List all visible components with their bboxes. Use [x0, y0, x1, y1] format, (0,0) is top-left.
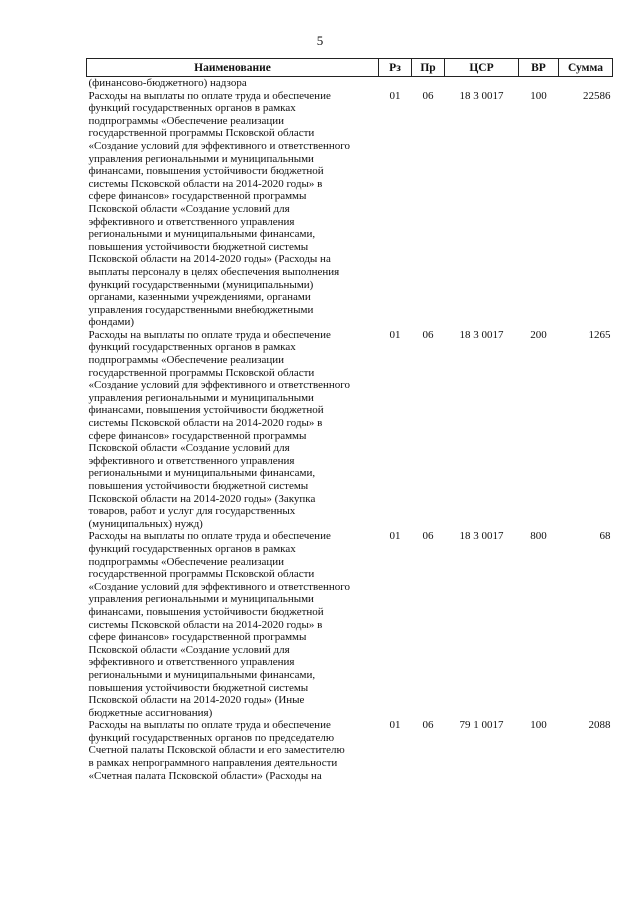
- row-vr-cell: [519, 90, 559, 329]
- row-rz-cell: [379, 719, 412, 782]
- continuation-row: [87, 77, 613, 90]
- table-row: [87, 719, 613, 782]
- row-pr-value: 06: [422, 328, 434, 341]
- row-sum-cell: [559, 719, 613, 782]
- row-pr-cell: [412, 530, 445, 719]
- row-name-line: региональными и муниципальными финансами,: [88, 467, 316, 480]
- row-csr-value: 79 1 0017: [459, 719, 504, 732]
- row-sum-value: 68: [599, 530, 611, 543]
- row-name-line: функций государственных органов в рамках: [88, 102, 296, 115]
- row-vr-value: 800: [530, 530, 547, 543]
- row-name-line: государственной программы Псковской области: [88, 366, 315, 379]
- row-name-line: товаров, работ и услуг для государственных: [88, 505, 296, 518]
- row-rz-cell: [379, 329, 412, 531]
- row-name-line: системы Псковской области на 2014-2020 годы» в: [88, 618, 323, 631]
- row-name-line: сфере финансов» государственной программы: [88, 631, 307, 644]
- row-name-line: «Создание условий для эффективного и ответственного: [88, 379, 351, 392]
- row-name-line: эффективного и ответственного управления: [88, 656, 295, 669]
- row-pr-value: 06: [422, 530, 434, 543]
- row-name-line: государственной программы Псковской области: [88, 127, 315, 140]
- row-pr-value: 06: [422, 719, 434, 732]
- table-header-row: [87, 59, 613, 77]
- header-sum: Сумма: [559, 59, 613, 77]
- row-sum-value: 22586: [583, 89, 611, 102]
- row-name-line: Псковской области «Создание условий для: [88, 442, 290, 455]
- row-name-line: функций государственных органов по председателю: [88, 731, 335, 744]
- row-vr-value: 200: [530, 328, 547, 341]
- continuation-text: (финансово-бюджетного) надзора: [88, 77, 247, 89]
- row-name-line: эффективного и ответственного управления: [88, 454, 295, 467]
- row-vr-value: 100: [530, 719, 547, 732]
- row-name-line: финансами, повышения устойчивости бюджетной: [88, 404, 324, 417]
- row-name-line: органами, казенными учреждениями, органами: [88, 291, 311, 304]
- row-name-line: Псковской области «Создание условий для: [88, 643, 290, 656]
- row-csr-cell: [445, 329, 519, 531]
- table-row: [87, 329, 613, 531]
- row-csr-value: 18 3 0017: [459, 328, 504, 341]
- row-csr-cell: [445, 90, 519, 329]
- row-name-line: Расходы на выплаты по оплате труда и обеспечение: [88, 530, 331, 543]
- row-name-line: Псковской области на 2014-2020 годы» (Расходы на: [88, 253, 331, 266]
- row-name-line: повышения устойчивости бюджетной системы: [88, 480, 309, 492]
- row-name-line: «Счетная палата Псковской области» (Расходы на: [88, 769, 322, 782]
- row-name-line: Псковской области на 2014-2020 годы» (Закупка: [88, 492, 316, 505]
- row-sum-cell: [559, 329, 613, 531]
- header-csr: ЦСР: [445, 59, 519, 77]
- row-csr-cell: [445, 719, 519, 782]
- row-name-line: подпрограммы «Обеспечение реализации: [88, 354, 285, 367]
- header-name: Наименование: [87, 59, 379, 77]
- row-name-line: системы Псковской области на 2014-2020 годы» в: [88, 417, 323, 430]
- row-name-line: региональными и муниципальными финансами,: [88, 668, 316, 681]
- row-sum-value: 2088: [588, 719, 611, 732]
- row-name-line: функций государственных органов в рамках: [88, 341, 296, 354]
- row-pr-cell: [412, 329, 445, 531]
- table-body: [87, 77, 613, 783]
- row-rz-value: 01: [389, 328, 401, 341]
- budget-table: [86, 58, 613, 782]
- row-name-line: Расходы на выплаты по оплате труда и обеспечение: [88, 719, 331, 732]
- row-rz-value: 01: [389, 719, 401, 732]
- row-rz-value: 01: [389, 530, 401, 543]
- row-name-line: функций государственных органов в рамках: [88, 542, 296, 555]
- row-name-line: региональными и муниципальными финансами,: [88, 228, 316, 241]
- row-name-line: подпрограммы «Обеспечение реализации: [88, 555, 285, 568]
- row-pr-value: 06: [422, 89, 434, 102]
- row-sum-cell: [559, 530, 613, 719]
- row-name-line: Расходы на выплаты по оплате труда и обеспечение: [88, 328, 331, 341]
- header-pr: Пр: [412, 59, 445, 77]
- row-name-line: подпрограммы «Обеспечение реализации: [88, 114, 285, 127]
- row-name-line: «Создание условий для эффективного и ответственного: [88, 139, 351, 152]
- row-name-line: выплаты персоналу в целях обеспечения выполнения: [88, 265, 340, 278]
- row-pr-cell: [412, 90, 445, 329]
- row-name-line: Псковской области «Создание условий для: [88, 202, 290, 215]
- row-name-cell: [87, 530, 379, 719]
- header-rz: Рз: [379, 59, 412, 77]
- row-name-cell: [87, 329, 379, 531]
- row-name-line: управления региональными и муниципальными: [88, 593, 314, 606]
- row-pr-cell: [412, 719, 445, 782]
- row-name-line: финансами, повышения устойчивости бюджетной: [88, 605, 324, 618]
- row-name-line: управления государственными внебюджетными: [88, 303, 314, 316]
- row-name-line: повышения устойчивости бюджетной системы: [88, 240, 309, 253]
- row-rz-cell: [379, 90, 412, 329]
- row-sum-cell: [559, 90, 613, 329]
- page-number: 5: [316, 33, 324, 48]
- row-name-line: эффективного и ответственного управления: [88, 215, 295, 228]
- row-name-line: сфере финансов» государственной программы: [88, 429, 307, 442]
- row-vr-cell: [519, 719, 559, 782]
- row-name-line: Псковской области на 2014-2020 годы» (Иные: [88, 694, 305, 707]
- row-sum-value: 1265: [588, 328, 611, 341]
- row-name-line: бюджетные ассигнования): [88, 706, 213, 719]
- row-name-line: управления региональными и муниципальными: [88, 152, 314, 165]
- row-name-line: фондами): [88, 316, 135, 329]
- row-name-cell: [87, 719, 379, 782]
- row-name-line: Счетной палаты Псковской области и его заместителю: [88, 744, 345, 757]
- row-name-line: финансами, повышения устойчивости бюджетной: [88, 165, 324, 178]
- row-rz-value: 01: [389, 89, 401, 102]
- row-vr-cell: [519, 530, 559, 719]
- row-name-line: государственной программы Псковской области: [88, 568, 315, 581]
- row-name-line: сфере финансов» государственной программы: [88, 190, 307, 203]
- row-csr-value: 18 3 0017: [459, 89, 504, 102]
- row-name-line: управления региональными и муниципальными: [88, 391, 314, 404]
- row-name-line: Расходы на выплаты по оплате труда и обеспечение: [88, 89, 331, 102]
- row-name-line: функций государственными (муниципальными): [88, 278, 314, 291]
- header-vr: ВР: [519, 59, 559, 77]
- row-name-cell: [87, 90, 379, 329]
- row-vr-cell: [519, 329, 559, 531]
- row-name-line: в рамках непрограммного направления деятельности: [88, 757, 338, 770]
- row-name-line: системы Псковской области на 2014-2020 годы» в: [88, 177, 323, 190]
- row-vr-value: 100: [530, 89, 547, 102]
- table-row: [87, 530, 613, 719]
- row-csr-value: 18 3 0017: [459, 530, 504, 543]
- row-name-line: (муниципальных) нужд): [88, 517, 203, 530]
- row-csr-cell: [445, 530, 519, 719]
- row-name-line: повышения устойчивости бюджетной системы: [88, 681, 309, 694]
- row-name-line: «Создание условий для эффективного и ответственного: [88, 580, 351, 593]
- table-row: [87, 90, 613, 329]
- row-rz-cell: [379, 530, 412, 719]
